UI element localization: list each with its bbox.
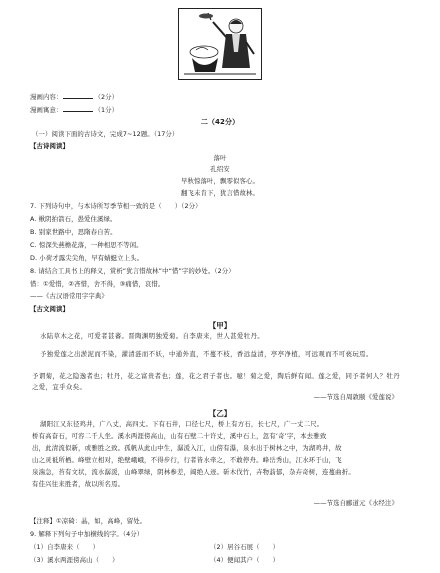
fill-label: 漫画内容：	[30, 93, 63, 101]
q9-item-label: （3）溪水两涯傍高山	[30, 556, 93, 564]
section-title: 二（42分）	[200, 118, 240, 126]
yi-source: ——节选自郦道元《水经注》	[313, 499, 398, 507]
jia-paragraph: 予独爱莲之出淤泥而不染，濯清涟而不妖，中通外直，不蔓不枝，香远益清，亭亭净植，可远观而不可亵玩焉。	[40, 350, 373, 358]
poem-title: 落叶	[213, 154, 227, 162]
passage-jia-mark: 【甲】	[208, 321, 232, 330]
notes: 【注释】①凉碕：晶，如，高峰，留处。	[30, 517, 147, 525]
fill-points: （2分）	[94, 93, 119, 101]
q9-item-label: （2）居谷石展	[210, 543, 254, 551]
fill-line-meaning	[30, 105, 118, 114]
q9-item-label: （1）自李唐来	[30, 543, 74, 551]
question-7-stem: 7. 下列诗句中，与本诗所写季节相一致的是（ ）（2分）	[30, 202, 202, 210]
passage-yi-mark: 【乙】	[208, 409, 232, 418]
jia-source: ——节选自周敦颐《爱莲说》	[313, 393, 398, 401]
q7-option-d[interactable]: D. 小荷才露尖尖角，早有蜻蜓立上头。	[30, 254, 144, 262]
yi-line: 桥有高奋石，可容二千人坐。溪水两涯傍高山，山有石壁二十许丈，溪中石上，忽有‘奇’字，本去雅致	[32, 432, 327, 440]
q9-item	[210, 543, 279, 551]
question-9-stem: 9. 解释下列句子中加横线的字。（4分）	[30, 530, 144, 538]
question-8-stem: 8. 请结合工具书上的释义，赏析“犹言惜故林”中“惜”字的妙处。（2分）	[30, 267, 235, 275]
yi-line: 泉湍急，苔有文状，流水潺湲，山峰翠绿，阴林参差，阔绝人迹。斫木伐竹，卉物蓊郁，杂卉奇树，连蔓曲折。	[32, 468, 355, 476]
q9-answer-blank[interactable]: （ ）	[253, 543, 280, 551]
q9-item	[210, 556, 279, 564]
fill-label: 漫画寓意：	[30, 106, 63, 114]
jia-paragraph: 予谓菊，花之隐逸者也；牡丹，花之富贵者也；莲，花之君子者也。噫！菊之爱，陶后鲜有闻。莲之爱，同予者何人？牡丹之爱，宜乎众矣。	[32, 372, 400, 392]
q8-source: ——《古汉语常用字字典》	[30, 292, 108, 300]
q9-answer-blank[interactable]: （ ）	[253, 556, 280, 564]
poem-line: 早秋惊落叶，飘零似客心。	[181, 177, 259, 185]
q7-option-c[interactable]: C. 惊深失燕檐花落，一种相思不等闲。	[30, 241, 143, 249]
yi-line: 山之灵祗所栖。峰壁立相对，绝壁峨峨，不得步行，行者皆水牵之，不敢停舟。峰岳秀山，江水环于山，飞	[32, 456, 342, 464]
poem-tag: 【古诗阅读】	[30, 142, 69, 150]
q9-item-label: （4）便闻其户	[210, 556, 254, 564]
poem-author: 孔绍安	[210, 165, 230, 173]
q7-option-a[interactable]: A. 楸阴拍箭石，愚爱住溪绿。	[30, 215, 117, 223]
answer-blank[interactable]	[63, 105, 93, 112]
q9-item	[30, 556, 119, 564]
poem-line: 翻飞未肯下，犹言惜故林。	[181, 189, 259, 197]
q8-definition: 惜：①爱惜，②吝惜，舍不得，③痛惜，哀惜。	[30, 280, 165, 288]
part-heading: （一）阅读下面的古诗文，完成7~12题。（17分）	[32, 130, 179, 138]
prose-tag: 【古文阅读】	[30, 305, 69, 313]
yi-line: 有佳兴往来胜者，故以所名焉。	[32, 480, 125, 488]
fill-line-content	[30, 92, 118, 101]
yi-line: 湖阳江又东径鸡井，广八丈，高四丈。下有石井，口径七尺，桥上有方石，长七尺，广一丈二尺。	[40, 420, 324, 428]
jia-paragraph: 水陆草木之花，可爱者甚蕃。晋陶渊明独爱菊。自李唐来，世人甚爱牡丹。	[40, 332, 265, 340]
fill-points: （1分）	[94, 106, 119, 114]
yi-line: 出，此清流似新，或雅胜之致。孤帆从此山中生，潺湲入江，山傍有瀑，泉水出于树林之中，为湖鸡井，故	[32, 444, 342, 452]
answer-blank[interactable]	[63, 92, 93, 99]
cartoon-illustration	[178, 8, 262, 80]
q9-answer-blank[interactable]: （ ）	[73, 543, 100, 551]
q9-item	[30, 543, 99, 551]
q9-answer-blank[interactable]: （ ）	[92, 556, 119, 564]
q7-option-b[interactable]: B. 别家世路中，思隋春自苦。	[30, 228, 117, 236]
